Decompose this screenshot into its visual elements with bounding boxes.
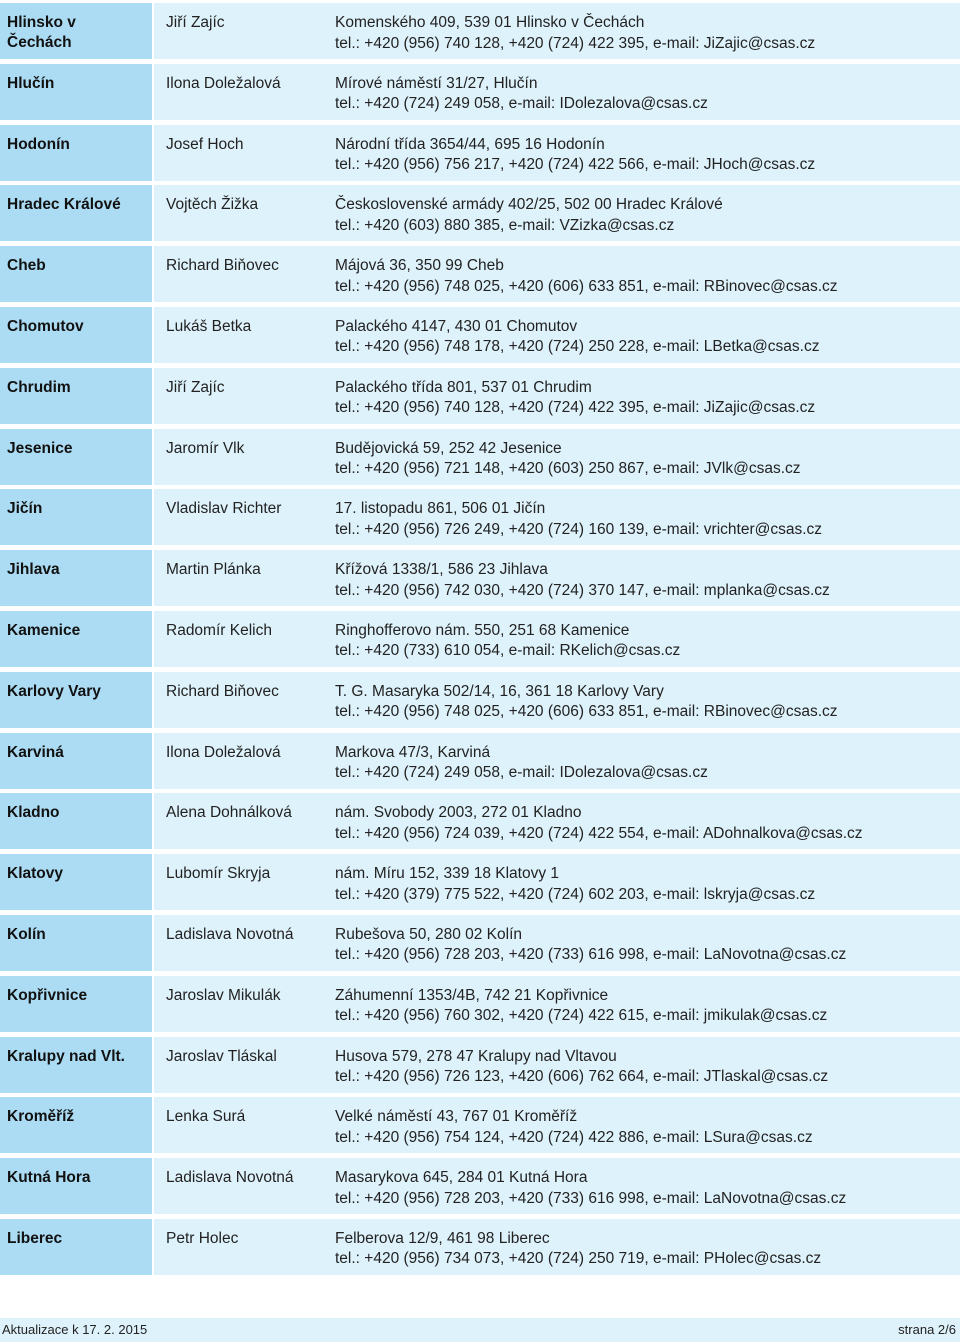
table-row <box>0 64 960 120</box>
address: Velké náměstí 43, 767 01 Kroměříž <box>335 1108 578 1126</box>
contact-person: Jiří Zajíc <box>166 378 225 396</box>
contact-info <box>335 682 838 728</box>
address: nám. Míru 152, 339 18 Klatovy 1 <box>335 865 560 883</box>
contact-info <box>335 986 827 1032</box>
address: nám. Svobody 2003, 272 01 Kladno <box>335 804 582 822</box>
city-cell: Karviná <box>0 733 152 789</box>
details-cell <box>154 64 960 120</box>
details-cell <box>154 3 960 59</box>
table-row <box>0 1037 960 1093</box>
contact-info <box>335 378 815 424</box>
phone-email: tel.: +420 (956) 740 128, +420 (724) 422 395, e-mail: JiZajic@csas.cz <box>335 34 816 52</box>
city-cell: Kroměříž <box>0 1097 152 1153</box>
details-cell <box>154 672 960 728</box>
city-cell: Jičín <box>0 489 152 545</box>
contact-person: Jiří Zajíc <box>166 14 225 31</box>
contact-person: Martin Plánka <box>166 561 261 579</box>
address: Husova 579, 278 47 Kralupy nad Vltavou <box>335 1047 617 1065</box>
details-cell <box>154 976 960 1032</box>
address: Rubešova 50, 280 02 Kolín <box>335 925 522 943</box>
city-cell: Hradec Králové <box>0 185 152 241</box>
contact-info <box>335 560 830 606</box>
city-cell: Jesenice <box>0 429 152 485</box>
contact-info <box>335 499 822 545</box>
contact-person: Jaromír Vlk <box>166 439 245 457</box>
details-cell <box>154 1097 960 1153</box>
table-row <box>0 3 960 59</box>
table-row <box>0 915 960 971</box>
details-cell <box>154 1037 960 1093</box>
city-cell: Hlučín <box>0 64 152 120</box>
phone-email: tel.: +420 (724) 249 058, e-mail: IDolezalova@csas.cz <box>335 764 708 782</box>
details-cell <box>154 489 960 545</box>
phone-email: tel.: +420 (956) 740 128, +420 (724) 422 395, e-mail: JiZajic@csas.cz <box>335 399 816 417</box>
address: Národní třída 3654/44, 695 16 Hodonín <box>335 135 605 153</box>
city-cell: Chrudim <box>0 368 152 424</box>
contact-person: Ladislava Novotná <box>166 1169 294 1187</box>
contact-person: Ilona Doležalová <box>166 74 281 92</box>
address: Budějovická 59, 252 42 Jesenice <box>335 439 562 457</box>
city-cell: Karlovy Vary <box>0 672 152 728</box>
table-row <box>0 1219 960 1275</box>
contact-info <box>335 13 815 59</box>
address: 17. listopadu 861, 506 01 Jičín <box>335 500 546 518</box>
table-row <box>0 307 960 363</box>
details-cell <box>154 307 960 363</box>
city-cell: Jihlava <box>0 550 152 606</box>
address: Májová 36, 350 99 Cheb <box>335 257 504 275</box>
contact-info <box>335 621 680 667</box>
address: Komenského 409, 539 01 Hlinsko v Čechách <box>335 14 645 31</box>
contact-person: Richard Biňovec <box>166 257 279 275</box>
details-cell <box>154 246 960 302</box>
city-cell: Hlinsko v Čechách <box>0 3 152 59</box>
contact-info <box>335 864 815 910</box>
contact-info <box>335 195 723 241</box>
phone-email: tel.: +420 (956) 726 249, +420 (724) 160 139, e-mail: vrichter@csas.cz <box>335 520 823 538</box>
city-cell: Kutná Hora <box>0 1158 152 1214</box>
details-cell <box>154 368 960 424</box>
address: Masarykova 645, 284 01 Kutná Hora <box>335 1169 588 1187</box>
contact-info <box>335 925 846 971</box>
city-cell: Cheb <box>0 246 152 302</box>
phone-email: tel.: +420 (379) 775 522, +420 (724) 602 203, e-mail: lskryja@csas.cz <box>335 885 816 903</box>
phone-email: tel.: +420 (956) 734 073, +420 (724) 250 719, e-mail: PHolec@csas.cz <box>335 1250 822 1268</box>
contact-info <box>335 74 708 120</box>
address: Záhumenní 1353/4B, 742 21 Kopřivnice <box>335 986 609 1004</box>
address: T. G. Masaryka 502/14, 16, 361 18 Karlovy Vary <box>335 682 664 700</box>
address: Palackého 4147, 430 01 Chomutov <box>335 317 578 335</box>
contact-person: Lukáš Betka <box>166 317 252 335</box>
contact-info <box>335 1229 821 1275</box>
table-row <box>0 1158 960 1214</box>
phone-email: tel.: +420 (956) 721 148, +420 (603) 250 867, e-mail: JVlk@csas.cz <box>335 460 801 478</box>
contact-info <box>335 439 801 485</box>
table-row <box>0 976 960 1032</box>
page-footer <box>0 1318 960 1342</box>
address: Felberova 12/9, 461 98 Liberec <box>335 1229 550 1247</box>
contact-person: Ilona Doležalová <box>166 743 281 761</box>
table-row <box>0 733 960 789</box>
phone-email: tel.: +420 (956) 748 025, +420 (606) 633 851, e-mail: RBinovec@csas.cz <box>335 703 838 721</box>
contact-info <box>335 1047 828 1093</box>
details-cell <box>154 429 960 485</box>
contact-person: Jaroslav Mikulák <box>166 986 281 1004</box>
contact-person: Ladislava Novotná <box>166 925 294 943</box>
address: Křížová 1338/1, 586 23 Jihlava <box>335 561 548 579</box>
details-cell <box>154 185 960 241</box>
contact-person: Lenka Surá <box>166 1108 246 1126</box>
phone-email: tel.: +420 (956) 754 124, +420 (724) 422 886, e-mail: LSura@csas.cz <box>335 1128 813 1146</box>
contact-person: Richard Biňovec <box>166 682 279 700</box>
contact-info <box>335 1168 846 1214</box>
details-cell <box>154 125 960 181</box>
address: Palackého třída 801, 537 01 Chrudim <box>335 378 592 396</box>
phone-email: tel.: +420 (956) 760 302, +420 (724) 422 615, e-mail: jmikulak@csas.cz <box>335 1007 828 1025</box>
phone-email: tel.: +420 (603) 880 385, e-mail: VZizka@csas.cz <box>335 216 675 234</box>
address: Markova 47/3, Karviná <box>335 743 491 761</box>
details-cell <box>154 915 960 971</box>
city-cell: Chomutov <box>0 307 152 363</box>
page-number: strana 2/6 <box>898 1322 956 1337</box>
phone-email: tel.: +420 (956) 724 039, +420 (724) 422 554, e-mail: ADohnalkova@csas.cz <box>335 824 863 842</box>
city-cell: Kralupy nad Vlt. <box>0 1037 152 1093</box>
table-row <box>0 429 960 485</box>
table-row <box>0 1097 960 1153</box>
phone-email: tel.: +420 (956) 748 178, +420 (724) 250 228, e-mail: LBetka@csas.cz <box>335 338 820 356</box>
table-row <box>0 185 960 241</box>
table-row <box>0 550 960 606</box>
details-cell <box>154 793 960 849</box>
city-cell: Kamenice <box>0 611 152 667</box>
table-row <box>0 368 960 424</box>
city-cell: Kladno <box>0 793 152 849</box>
address: Mírové náměstí 31/27, Hlučín <box>335 74 538 92</box>
table-row <box>0 793 960 849</box>
contact-person: Josef Hoch <box>166 135 244 153</box>
city-cell: Klatovy <box>0 854 152 910</box>
phone-email: tel.: +420 (956) 756 217, +420 (724) 422 566, e-mail: JHoch@csas.cz <box>335 156 816 174</box>
phone-email: tel.: +420 (956) 728 203, +420 (733) 616 998, e-mail: LaNovotna@csas.cz <box>335 946 847 964</box>
details-cell <box>154 1158 960 1214</box>
contact-info <box>335 1107 813 1153</box>
contact-info <box>335 803 863 849</box>
table-row <box>0 246 960 302</box>
contact-person: Alena Dohnálková <box>166 804 292 822</box>
contact-info <box>335 256 838 302</box>
table-row <box>0 489 960 545</box>
details-cell <box>154 1219 960 1275</box>
details-cell <box>154 550 960 606</box>
phone-email: tel.: +420 (733) 610 054, e-mail: RKelich@csas.cz <box>335 642 681 660</box>
table-row <box>0 854 960 910</box>
contact-info <box>335 135 815 181</box>
phone-email: tel.: +420 (956) 742 030, +420 (724) 370 147, e-mail: mplanka@csas.cz <box>335 581 830 599</box>
city-cell: Kolín <box>0 915 152 971</box>
contact-person: Radomír Kelich <box>166 621 272 639</box>
city-cell: Hodonín <box>0 125 152 181</box>
details-cell <box>154 854 960 910</box>
city-cell: Kopřivnice <box>0 976 152 1032</box>
phone-email: tel.: +420 (956) 728 203, +420 (733) 616 998, e-mail: LaNovotna@csas.cz <box>335 1189 847 1207</box>
phone-email: tel.: +420 (956) 726 123, +420 (606) 762 664, e-mail: JTlaskal@csas.cz <box>335 1068 829 1086</box>
contact-person: Vojtěch Žižka <box>166 196 259 214</box>
details-cell <box>154 611 960 667</box>
details-cell <box>154 733 960 789</box>
contact-person: Vladislav Richter <box>166 500 282 518</box>
city-cell: Liberec <box>0 1219 152 1275</box>
contact-info <box>335 743 708 789</box>
contact-info <box>335 317 819 363</box>
contact-person: Lubomír Skryja <box>166 865 271 883</box>
contact-person: Jaroslav Tláskal <box>166 1047 277 1065</box>
table-row <box>0 611 960 667</box>
phone-email: tel.: +420 (956) 748 025, +420 (606) 633 851, e-mail: RBinovec@csas.cz <box>335 277 838 295</box>
address: Ringhofferovo nám. 550, 251 68 Kamenice <box>335 621 630 639</box>
update-date: Aktualizace k 17. 2. 2015 <box>2 1322 148 1337</box>
address: Československé armády 402/25, 502 00 Hradec Králové <box>335 196 723 214</box>
contact-person: Petr Holec <box>166 1229 239 1247</box>
phone-email: tel.: +420 (724) 249 058, e-mail: IDolezalova@csas.cz <box>335 95 708 113</box>
table-row <box>0 672 960 728</box>
table-row <box>0 125 960 181</box>
